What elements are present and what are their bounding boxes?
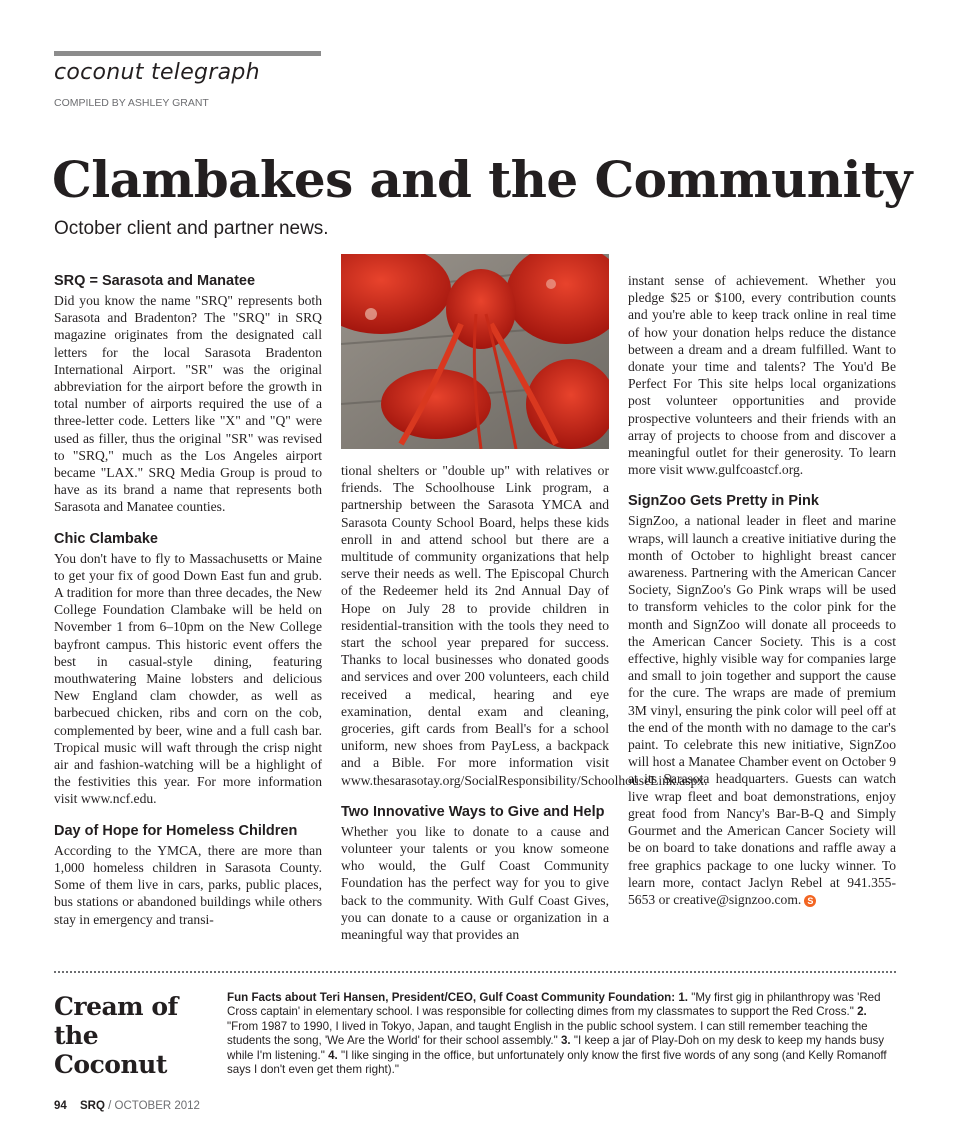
- lobster-illustration: [341, 254, 609, 449]
- top-rule: [54, 51, 321, 56]
- section-body: You don't have to fly to Massachusetts or Maine to get your fix of good Down East fun and grub. A tradition for more than three decades, the New College Foundation Clambake will be held on November 1 from 6–10pm on the New College bayfront campus. This historic event offers the best in casual-style dining, featuring mouthwatering Maine lobsters and delicious New England clam chowder, as well as barbecued chicken, ribs and corn on the cob, complemented by beer, wine and a full cash bar. Tropical music will waft through the crisp night air and fashion-watching will be a highlight of the festivities this year. For more information visit www.ncf.edu.: [54, 550, 322, 807]
- column-2: [341, 462, 708, 957]
- fact-number: 2.: [857, 1005, 867, 1019]
- lobster-photo: [341, 254, 609, 449]
- section-heading: SignZoo Gets Pretty in Pink: [628, 493, 819, 510]
- section-body: [628, 512, 896, 908]
- page-number: 94: [54, 1100, 67, 1112]
- fact-text: "I like singing in the office, but unfortunately only know the first five words of any song (and Kelly Romanoff says I don't even get them right).": [227, 1048, 887, 1077]
- section-heading: Day of Hope for Homeless Children: [54, 822, 298, 839]
- cream-lead: Fun Facts about Teri Hansen, President/CEO, Gulf Coast Community Foundation:: [227, 991, 676, 1004]
- fact-number: 3.: [560, 1034, 571, 1048]
- dotted-divider: [54, 971, 896, 973]
- column-1: [54, 272, 322, 942]
- section-body-continued: instant sense of achievement. Whether you pledge $25 or $100, every contribution counts and you're able to keep track online in real time of how your donation helps reduce the distance between a dream and a dream fulfilled. Want to donate your time and talents? The You'd Be Perfect For This site helps local organizations post volunteer opportunities and provide prospective volunteers and their friends with an array of projects to choose from and discover a meaningful outlet for their generosity. To learn more visit www.gulfcoastcf.org.: [628, 273, 896, 478]
- page-footer: [54, 1100, 200, 1112]
- section-heading: SRQ = Sarasota and Manatee: [54, 273, 256, 289]
- cream-title: Cream of the Coconut: [54, 992, 178, 1079]
- section-body: According to the YMCA, there are more than 1,000 homeless children in Sarasota County. Some of them live in cars, parks, public places, bus stations or abandoned buildings while others stay in emergency and transi-: [54, 842, 322, 927]
- fact-text: "I keep a jar of Play-Doh on my desk to keep my hands busy while I'm listening.": [227, 1034, 885, 1062]
- headline: Clambakes and the Community: [52, 150, 912, 209]
- column-3: [628, 272, 896, 922]
- dek: October client and partner news.: [54, 218, 329, 239]
- section-heading: Chic Clambake: [54, 530, 158, 547]
- cream-body: [227, 991, 897, 1077]
- section-title: coconut telegraph: [54, 60, 260, 85]
- section-body-continued: tional shelters or "double up" with relatives or friends. The Schoolhouse Link program, a partnership between the Sarasota YMCA and Sarasota County School Board, helps these kids enroll in and attend school but there are a multitude of community organizations that help serve their needs as well. The Episcopal Church of the Redeemer held its 2nd Annual Day of Hope on July 28 to provide children in residential-transition with the tools they need to start the school year prepared for success. Thanks to local businesses who donated goods and services and over 200 volunteers, each child received a medical, hearing and eye examination, dental exam and cleaning, groceries, gift cards from Beall's for a school uniform, new shoes from PayLess, a backpack and a Bible. For more information visit www.thesarasotay.org/SocialResponsibility/SchoolhouseLink.aspx.: [341, 463, 708, 788]
- section-body: Did you know the name "SRQ" represents both Sarasota and Bradenton? The "SRQ" in SRQ magazine originates from the designated call letters for the local Sarasota Bradenton International Airport. "SR" was the original abbreviation for the airport before the growth in total number of airports required the use of a three-letter code. Letters like "X" and "Q" were used as filler, thus the original "SR" was revised to "SRQ," much as the Los Angeles airport became "LAX." SRQ Media Group is proud to have as its brand a name that represents both Sarasota and Manatee counties.: [54, 293, 322, 515]
- section-heading: Two Innovative Ways to Give and Help: [341, 803, 605, 820]
- magazine-name: SRQ: [80, 1100, 105, 1112]
- fact-number: 1.: [678, 991, 689, 1004]
- byline: COMPILED BY ASHLEY GRANT: [54, 97, 209, 109]
- fact-number: 4.: [328, 1048, 338, 1062]
- section-body-text: SignZoo, a national leader in fleet and marine wraps, will launch a creative initiative during the month of October to highlight breast cancer awareness. Partnering with the American Cancer Society, SignZoo's Go Pink wraps will be used to transform vehicles to the color pink for the month and SignZoo will donate all proceeds to the American Cancer Society. This is a cost effective, highly visible way for companies large and small to join together and support the cause for the cure. The wraps are made of premium 3M vinyl, ensuring the pink color will peel off at the end of the month with no damage to the car's paint. To celebrate this new initiative, SignZoo will host a Manatee Chamber event on October 9 at its Sarasota headquarters. Guests can watch live wrap fleet and boat demonstrations, enjoy great food from Nancy's Bar-B-Q and Simply Gourmet and the American Cancer Society will be on board to take donations and raffle away a free graphics package to one lucky winner. To learn more, contact Jaclyn Rebel at 941.355-5653 or creative@signzoo.com.: [628, 513, 896, 907]
- section-body: Whether you like to donate to a cause and volunteer your talents or you know someone who would, the Gulf Coast Community Foundation has the perfect way for you to give back to the community. With Gulf Coast Gives, you can donate to a cause or organization in a meaningful way that provides an: [341, 823, 609, 943]
- fact-text: "From 1987 to 1990, I lived in Tokyo, Japan, and taught English in the public school system. I can still remember teaching the students the song, 'We Are the World' for their school assembly.": [227, 1019, 868, 1048]
- fact-text: "My first gig in philanthropy was 'Red Cross captain' in elementary school. I was responsible for collecting dimes from my classmates to support the Red Cross.": [227, 991, 881, 1019]
- issue-date: / OCTOBER 2012: [108, 1100, 200, 1112]
- end-mark-icon: S: [804, 895, 816, 907]
